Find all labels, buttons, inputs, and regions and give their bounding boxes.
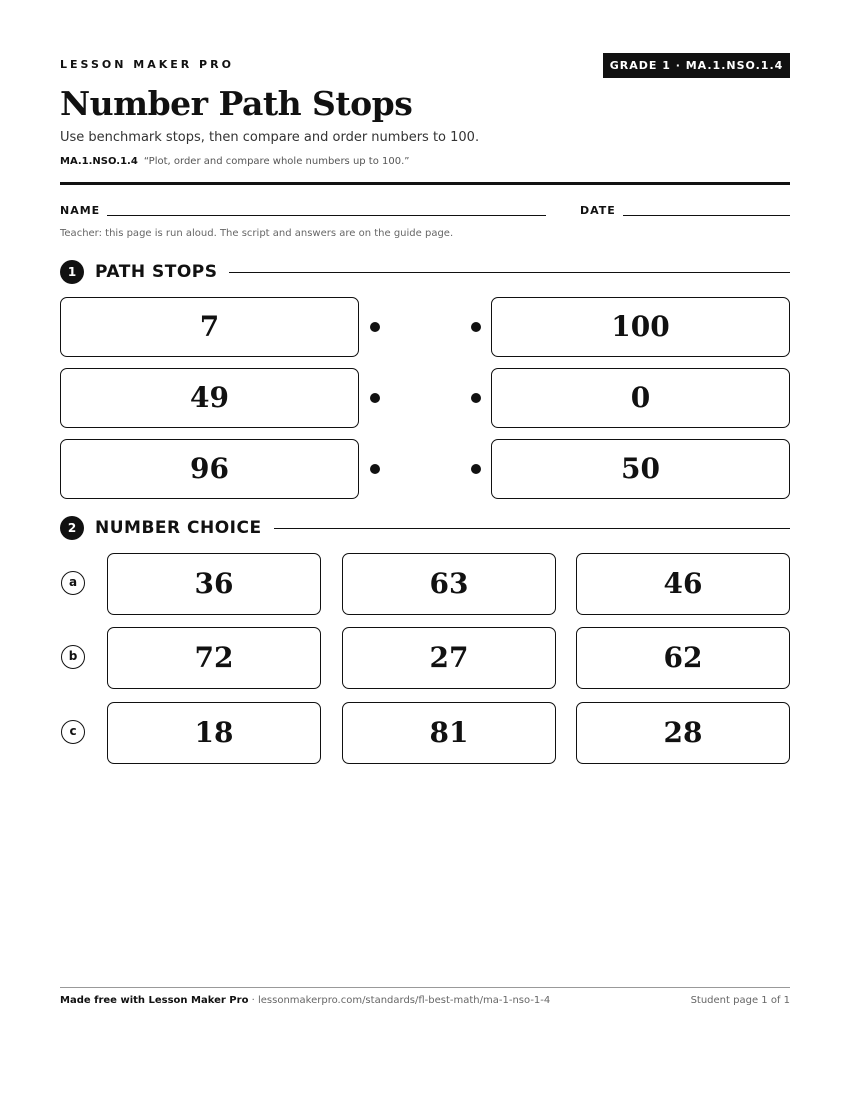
choice-card[interactable]: 18 [107,702,321,764]
match-dot-left[interactable] [370,393,380,403]
stop-card-left[interactable]: 49 [60,368,359,428]
section-path-stops-heading [60,260,790,284]
standard-line [60,156,409,167]
choice-card[interactable]: 72 [107,627,321,689]
standard-code: MA.1.NSO.1.4 [60,156,138,167]
grade-standard-badge: GRADE 1 · MA.1.NSO.1.4 [603,53,790,78]
stop-card-right[interactable]: 50 [491,439,790,499]
header-divider [60,182,790,185]
footer-divider [60,987,790,988]
section-number-badge: 2 [60,516,84,540]
section-number-badge: 1 [60,260,84,284]
stop-card-right[interactable]: 100 [491,297,790,357]
match-dot-left[interactable] [370,322,380,332]
date-field[interactable] [623,215,790,216]
section-title: NUMBER CHOICE [95,516,274,540]
name-field[interactable] [107,215,546,216]
teacher-note: Teacher: this page is run aloud. The script and answers are on the guide page. [60,228,454,239]
footer-made-with: Made free with Lesson Maker Pro [60,995,249,1006]
footer-credit [60,995,550,1006]
choice-card[interactable]: 62 [576,627,790,689]
choice-card[interactable]: 36 [107,553,321,615]
stop-card-left[interactable]: 7 [60,297,359,357]
match-dot-right[interactable] [471,322,481,332]
match-dot-right[interactable] [471,464,481,474]
choice-card[interactable]: 81 [342,702,556,764]
standard-description: “Plot, order and compare whole numbers up to 100.” [143,156,410,167]
choice-card[interactable]: 28 [576,702,790,764]
choice-card[interactable]: 63 [342,553,556,615]
footer-page-label: Student page 1 of 1 [690,995,790,1006]
match-dot-left[interactable] [370,464,380,474]
row-letter-b: b [61,645,85,669]
stop-card-left[interactable]: 96 [60,439,359,499]
page-title: Number Path Stops [60,84,413,123]
page-subtitle: Use benchmark stops, then compare and order numbers to 100. [60,130,480,145]
name-label: NAME [60,204,101,217]
section-title: PATH STOPS [95,260,229,284]
choice-card[interactable]: 27 [342,627,556,689]
row-letter-a: a [61,571,85,595]
row-letter-c: c [61,720,85,744]
choice-card[interactable]: 46 [576,553,790,615]
stop-card-right[interactable]: 0 [491,368,790,428]
date-label: DATE [580,204,616,217]
brand-name: LESSON MAKER PRO [60,58,234,71]
footer-url[interactable]: · lessonmakerpro.com/standards/fl-best-math/ma-1-nso-1-4 [248,995,551,1006]
section-number-choice-heading [60,516,790,540]
match-dot-right[interactable] [471,393,481,403]
